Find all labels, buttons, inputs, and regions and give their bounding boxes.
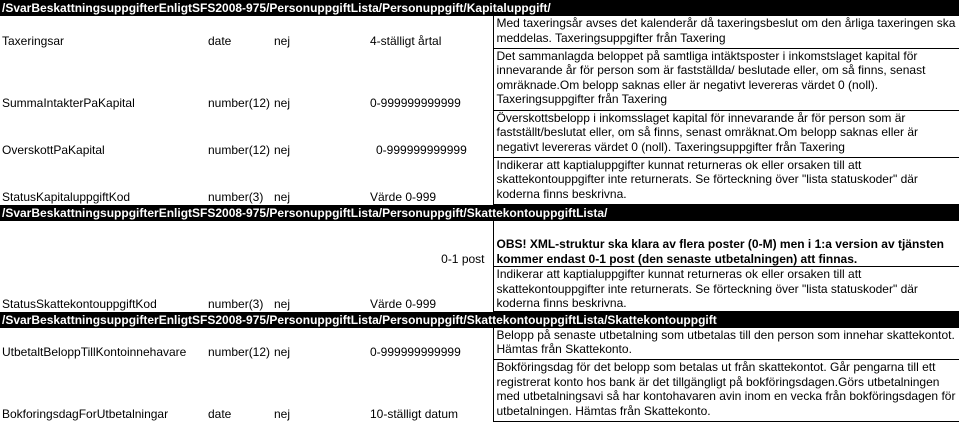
field-name: BokforingsdagForUtbetalningar <box>2 407 169 421</box>
field-type: number(3) <box>208 189 264 204</box>
field-description <box>493 221 959 267</box>
field-type: date <box>208 407 232 421</box>
section-header-text: /SvarBeskattningsuppgifterEnligtSFS2008-975/PersonuppgiftLista/Personuppgift/SkattekontouppgiftLista/Skattekontouppgift <box>0 311 959 328</box>
field-format: 0-999999999999 <box>370 345 461 359</box>
section-header-text: /SvarBeskattningsuppgifterEnligtSFS2008-975/PersonuppgiftLista/Personuppgift/SkattekontouppgiftLista/ <box>0 204 959 221</box>
field-optional: nej <box>274 345 291 359</box>
field-name <box>0 221 205 267</box>
field-format: Värde 0-999 <box>370 296 437 311</box>
field-type: number(3) <box>208 296 264 311</box>
field-type <box>205 221 273 267</box>
section-header-kapitaluppgift <box>0 0 959 16</box>
field-format: 10-ställigt datum <box>370 407 459 421</box>
field-name: UtbetaltBeloppTillKontoinnehavare <box>2 345 187 359</box>
field-description: Indikerar att kaptialuppgifter kunnat returneras ok eller orsaken till att skattekontouppgifter inte returnerats. Se förteckning över "lista statuskoder" där koderna finns beskrivna. <box>493 157 959 204</box>
section-header-skattekontouppgiftlista <box>0 204 959 221</box>
field-name: SummaIntakterPaKapital <box>2 95 135 110</box>
field-description: Det sammanlagda beloppet på samtliga intäktsposter i inkomstslaget kapital för innevarande år för person som är fastställda/ beslutade eller, om så finns, senast omräknade.Om belopp saknas eller är negativt levereras värdet 0 (noll). Taxeringsuppgifter från Taxering <box>493 48 959 110</box>
field-type: number(12) <box>208 142 271 157</box>
table-row <box>0 16 959 48</box>
table-row <box>0 267 959 312</box>
section-header-skattekontouppgift <box>0 311 959 328</box>
field-format: 4-ställigt årtal <box>370 33 442 48</box>
field-description: Belopp på senaste utbetalning som utbetalas till den person som innehar skattekontot. Hämtas från Skattekonto. <box>493 328 959 360</box>
field-optional: nej <box>274 189 291 204</box>
field-optional <box>273 221 368 267</box>
obs-note: OBS! XML-struktur ska klara av flera poster (0-M) men i 1:a version av tjänsten kommer endast 0-1 post (den senaste utbetalningen) att finnas. <box>496 237 944 266</box>
field-optional: nej <box>274 95 291 110</box>
field-type: number(12) <box>208 95 271 110</box>
field-optional: nej <box>274 33 291 48</box>
field-format: 0-1 post <box>441 252 485 266</box>
table-row <box>0 360 959 422</box>
field-optional: nej <box>274 296 291 311</box>
table-row <box>0 110 959 157</box>
field-description: Indikerar att kaptialuppgifter kunnat returneras ok eller orsaken till att skattekontouppgifter inte returnerats. Se förteckning över "lista statuskoder" där koderna finns beskrivna. <box>493 267 959 312</box>
field-type: number(12) <box>208 345 271 359</box>
table-row <box>0 221 959 267</box>
field-type: date <box>208 33 232 48</box>
field-name: Taxeringsar <box>2 33 65 48</box>
field-format: 0-999999999999 <box>370 95 461 110</box>
table-row <box>0 48 959 110</box>
table-row <box>0 157 959 204</box>
field-format: Värde 0-999 <box>370 189 437 204</box>
field-optional: nej <box>274 407 291 421</box>
field-optional: nej <box>274 142 291 157</box>
field-format: 0-999999999999 <box>376 142 467 157</box>
section-header-text: /SvarBeskattningsuppgifterEnligtSFS2008-975/PersonuppgiftLista/Personuppgift/Kapitaluppgift/ <box>0 0 959 16</box>
field-name: OverskottPaKapital <box>2 142 105 157</box>
field-description: Överskottsbelopp i inkomsslaget kapital för innevarande år för person som är fastställt/beslutat eller, om så finns, senast omräknat.Om belopp saknas eller är negativt levereras värdet 0 (noll). Taxeringsuppgifter från Taxering <box>493 110 959 157</box>
field-description: Bokföringsdag för det belopp som betalas ut från skattekontot. Går pengarna till ett registrerat konto hos bank är det tillgängligt på bokföringsdagen.Görs utbetalningen med utbetalningsavi så har kontohavaren avin inom en vecka från bokföringsdagen för utbetalningen. Hämtas från Skattekonto. <box>493 360 959 422</box>
table-row <box>0 328 959 360</box>
field-name: StatusSkattekontouppgiftKod <box>2 296 157 311</box>
field-name: StatusKapitaluppgiftKod <box>2 189 131 204</box>
field-description: Med taxeringsår avses det kalenderår då taxeringsbeslut om den årliga taxeringen ska meddelas. Taxeringsuppgifter från Taxering <box>493 16 959 48</box>
